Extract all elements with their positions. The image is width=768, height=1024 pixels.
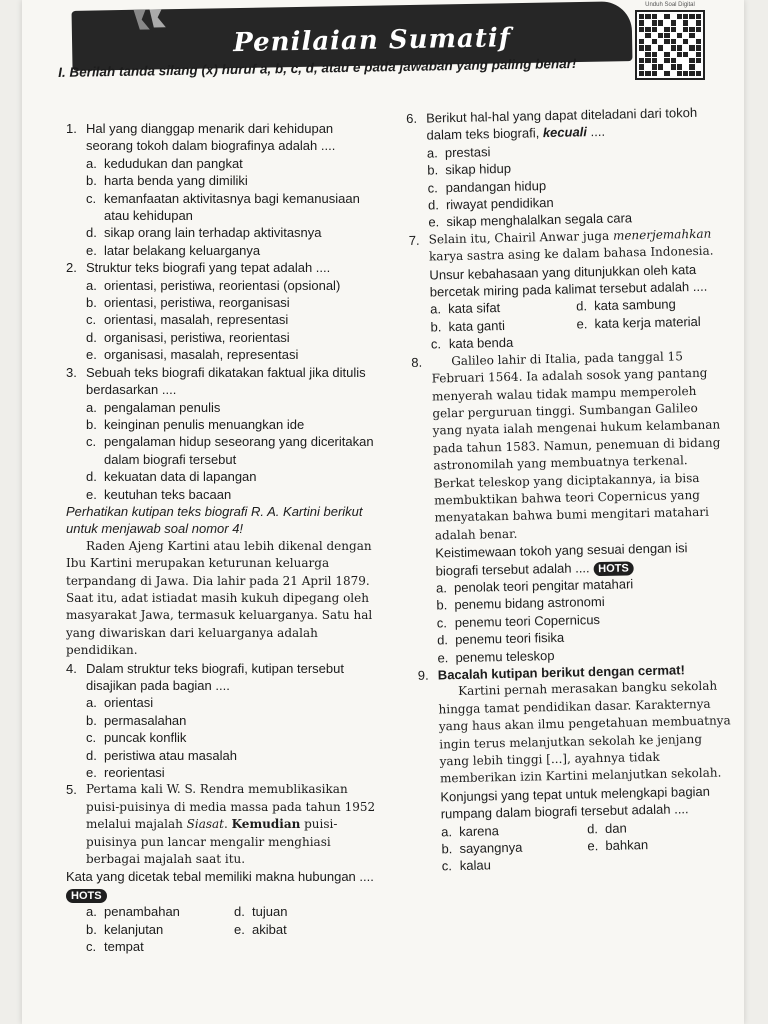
- question-1: [66, 120, 382, 155]
- option-letter: b.: [86, 416, 97, 432]
- passage-text: puisi-puisinya pun lancar mengalir menghiasi berbagai majalah saat itu.: [86, 817, 338, 867]
- option-text: penemu teori fisika: [454, 629, 565, 648]
- option-text: sikap orang lain terhadap aktivitasnya: [104, 225, 322, 241]
- option-text: bahkan: [605, 837, 649, 854]
- option-letter: b.: [427, 162, 439, 178]
- question-number: 9.: [417, 667, 429, 683]
- option-text: sikap hidup: [445, 161, 512, 178]
- option-letter: a.: [426, 145, 438, 161]
- option-text: orientasi, peristiwa, reorganisasi: [104, 295, 290, 311]
- q4-option-b[interactable]: [66, 712, 382, 729]
- option-text: dan: [604, 820, 627, 836]
- option-text: keutuhan teks bacaan: [104, 486, 232, 502]
- option-text: kedudukan dan pangkat: [104, 155, 243, 171]
- q1-option-a[interactable]: [66, 155, 382, 172]
- emphasis-word: kecuali: [542, 124, 588, 141]
- question-2: [66, 259, 382, 276]
- passage-intro: Perhatikan kutipan teks biografi R. A. Kartini berikut untuk menjawab soal nomor 4!: [66, 503, 363, 537]
- q5-option-e[interactable]: [234, 921, 382, 938]
- question-text: Bacalah kutipan berikut dengan cermat!: [437, 662, 686, 683]
- option-text: latar belakang keluarganya: [104, 242, 261, 258]
- option-text: prestasi: [444, 144, 491, 161]
- option-letter: e.: [234, 921, 245, 937]
- option-letter: b.: [436, 597, 448, 613]
- q2-option-d[interactable]: [66, 329, 382, 346]
- question-passage: [429, 225, 722, 266]
- option-text: orientasi, masalah, representasi: [104, 312, 289, 328]
- q3-option-b[interactable]: [66, 416, 382, 433]
- q5-option-b[interactable]: [86, 921, 234, 938]
- option-text: kalau: [459, 857, 492, 874]
- option-letter: d.: [86, 747, 97, 763]
- option-letter: d.: [86, 225, 97, 241]
- option-letter: e.: [576, 316, 588, 332]
- q3-option-d[interactable]: [66, 468, 382, 485]
- italic-word: menerjemahkan: [612, 226, 712, 243]
- option-text: kekuatan data di lapangan: [104, 469, 257, 485]
- option-letter: d.: [234, 904, 245, 920]
- q4-option-e[interactable]: [66, 764, 382, 781]
- magazine-name: Siasat: [186, 817, 224, 832]
- worksheet-page: [22, 0, 744, 1024]
- option-text: penambahan: [104, 904, 180, 920]
- q1-option-e[interactable]: [66, 242, 382, 259]
- option-text: organisasi, peristiwa, reorientasi: [104, 329, 290, 345]
- option-letter: d.: [586, 820, 599, 837]
- q3-option-e[interactable]: [66, 486, 382, 503]
- option-text: orientasi: [104, 695, 154, 711]
- question-number: 6.: [406, 110, 418, 126]
- hots-badge: HOTS: [593, 561, 634, 576]
- option-letter: b.: [86, 921, 97, 937]
- option-letter: a.: [86, 399, 97, 415]
- option-letter: c.: [86, 939, 97, 955]
- option-text: kata sifat: [448, 300, 501, 317]
- q5-options-row: [66, 903, 382, 920]
- q1-option-d[interactable]: [66, 224, 382, 241]
- option-text: permasalahan: [104, 712, 187, 728]
- option-letter: a.: [86, 155, 97, 171]
- option-letter: c.: [86, 190, 97, 206]
- bold-word: Kemudian: [231, 817, 301, 832]
- question-number: 1.: [66, 121, 77, 136]
- qr-code-icon: [635, 10, 705, 80]
- option-letter: e.: [428, 214, 440, 230]
- q2-option-b[interactable]: [66, 294, 382, 311]
- option-text: kata ganti: [448, 317, 506, 335]
- passage-text: Pertama kali W. S. Rendra memublikasikan puisi-puisinya di media massa pada tahun 1952 melalui majalah: [86, 782, 376, 832]
- option-text: tujuan: [252, 904, 288, 920]
- question-prompt: Kata yang dicetak tebal memiliki makna hubungan ....: [66, 869, 374, 885]
- option-text: organisasi, masalah, representasi: [104, 347, 299, 363]
- option-letter: c.: [86, 730, 97, 746]
- question-text-part: Berikut hal-hal yang dapat diteladani dari tokoh dalam teks biografi,: [426, 104, 698, 143]
- question-number: 3.: [66, 364, 77, 380]
- kartini-excerpt: Kartini pernah merasakan bangku sekolah hingga tamat pendidikan dasar. Karakternya yang haus akan ilmu pengetahuan membuatnya ingin terus melanjutkan sekolah ke jenjang yang lebih tinggi [...], ayahnya tidak memberikan izin Kartini melanjutkan sekolah.: [438, 679, 731, 786]
- option-letter: c.: [86, 312, 97, 328]
- option-text: kata benda: [448, 335, 514, 352]
- right-column: [406, 103, 734, 875]
- option-text: pengalaman hidup seseorang yang diceritakan dalam biografi tersebut: [104, 434, 374, 467]
- option-letter: a.: [435, 580, 448, 596]
- question-number: 2.: [66, 260, 77, 276]
- q1-option-b[interactable]: [66, 172, 382, 189]
- question-prompt: Keistimewaan tokoh yang sesuai dengan isi biografi tersebut adalah ....: [435, 540, 688, 579]
- q5-option-d[interactable]: [234, 903, 382, 920]
- option-text: sikap menghalalkan segala cara: [446, 210, 633, 230]
- q4-option-a[interactable]: [66, 694, 382, 711]
- option-letter: e.: [86, 347, 97, 363]
- option-letter: b.: [441, 841, 453, 857]
- question-number: 7.: [408, 232, 420, 248]
- q5-options-row: [66, 921, 382, 938]
- option-letter: d.: [86, 469, 97, 485]
- option-letter: d.: [575, 298, 588, 314]
- galileo-passage: Galileo lahir di Italia, pada tanggal 15 Februari 1564. Ia adalah sosok yang pantang menyerah walau tidak mampu memperoleh gelar perguruan tinggi. Sumbangan Galileo yang nyata ialah mengenai hukum kelambanan pada tahun 1583. Namun, penemuan di bidang astronomilah yang membuatnya terkenal. Berkat teleskop yang diciptakannya, ia bisa membuktikan bahwa teori Copernicus yang menyatakan bahwa bumi mengitari matahari adalah benar.: [431, 348, 721, 543]
- option-letter: a.: [86, 904, 97, 920]
- question-text: Struktur teks biografi yang tepat adalah ....: [86, 260, 331, 276]
- question-4: [66, 660, 382, 695]
- page-title: Penilaian Sumatif: [232, 23, 512, 59]
- option-letter: c.: [441, 858, 453, 874]
- question-text: [66, 868, 382, 903]
- q9-option-c[interactable]: [442, 855, 588, 875]
- option-letter: c.: [436, 615, 448, 631]
- ribbon-decoration-icon: [132, 9, 172, 30]
- option-letter: a.: [86, 695, 97, 711]
- q4-option-d[interactable]: [66, 747, 382, 764]
- option-text: peristiwa atau masalah: [104, 747, 237, 763]
- q2-option-c[interactable]: [66, 311, 382, 328]
- question-text-part: ....: [586, 124, 606, 140]
- option-text: karena: [458, 822, 500, 839]
- option-text: penemu teori Copernicus: [454, 611, 601, 630]
- option-letter: b.: [86, 173, 97, 189]
- option-letter: e.: [587, 838, 599, 854]
- option-letter: e.: [437, 649, 449, 666]
- q7-option-e[interactable]: [576, 312, 722, 332]
- option-text: penemu teleskop: [455, 647, 555, 665]
- option-text: akibat: [252, 921, 287, 937]
- option-letter: b.: [430, 319, 442, 335]
- option-text: reorientasi: [104, 765, 165, 781]
- option-text: kemanfaatan aktivitasnya bagi kemanusiaan atau kehidupan: [104, 190, 360, 224]
- option-text: keinginan penulis menuangkan ide: [104, 416, 305, 432]
- qr-caption: Unduh Soal Digital: [645, 2, 695, 8]
- question-text: Sebuah teks biografi dikatakan faktual jika ditulis berdasarkan ....: [86, 364, 366, 398]
- option-text: puncak konflik: [104, 730, 187, 746]
- option-letter: a.: [86, 277, 97, 293]
- q9-option-e[interactable]: [587, 834, 733, 854]
- question-text: Konjungsi yang tepat untuk melengkapi bagian rumpang dalam biografi tersebut adalah ....: [440, 783, 711, 822]
- hots-badge: HOTS: [66, 889, 107, 903]
- option-text: pengalaman penulis: [104, 399, 221, 415]
- q2-option-e[interactable]: [66, 346, 382, 363]
- left-column: [66, 120, 382, 956]
- option-text: riwayat pendidikan: [445, 194, 554, 213]
- option-letter: a.: [430, 301, 442, 318]
- option-letter: e.: [86, 242, 97, 258]
- question-5: [66, 781, 382, 868]
- option-text: kata sambung: [593, 296, 676, 314]
- option-text: kata kerja material: [594, 313, 701, 331]
- option-letter: c.: [86, 434, 97, 450]
- option-letter: d.: [427, 197, 439, 213]
- option-text: kelanjutan: [104, 921, 164, 937]
- option-text: tempat: [104, 939, 144, 955]
- q1-option-c[interactable]: [66, 190, 382, 225]
- question-number: 4.: [66, 660, 77, 676]
- option-text: orientasi, peristiwa, reorientasi (opsional): [104, 277, 341, 293]
- q3-option-c[interactable]: [66, 433, 382, 468]
- question-number: 5.: [66, 782, 77, 798]
- q2-option-a[interactable]: [66, 277, 382, 294]
- option-letter: e.: [86, 486, 97, 502]
- option-text: harta benda yang dimiliki: [104, 173, 248, 189]
- option-letter: b.: [86, 295, 97, 311]
- q4-option-c[interactable]: [66, 729, 382, 746]
- q5-options-row: [66, 938, 382, 955]
- option-text: penolak teori pengitar matahari: [453, 576, 634, 596]
- q5-option-a[interactable]: [86, 903, 234, 920]
- kartini-passage: Raden Ajeng Kartini atau lebih dikenal dengan Ibu Kartini merupakan keturunan keluarga terpandang di Jawa. Dia lahir pada 21 April 1879. Saat itu, adat istiadat masih kukuh dipegang oleh masyarakat Jawa, termasuk keluarganya. Satu hal yang diwariskan dari keluarganya adalah pendidikan.: [66, 538, 373, 658]
- question-8: [411, 347, 727, 545]
- q3-option-a[interactable]: [66, 399, 382, 416]
- question-passage: [86, 781, 382, 868]
- option-letter: c.: [427, 179, 438, 196]
- question-text: Hal yang dianggap menarik dari kehidupan seorang tokoh dalam biografinya adalah ....: [86, 121, 336, 154]
- question-text: Unsur kebahasaan yang ditunjukkan oleh kata bercetak miring pada kalimat tersebut adalah ....: [429, 261, 708, 300]
- option-letter: c.: [430, 336, 442, 352]
- option-letter: b.: [86, 712, 97, 728]
- question-number: 8.: [411, 354, 423, 370]
- passage-text: karya sastra asing ke dalam bahasa Indonesia.: [428, 243, 714, 264]
- option-text: sayangnya: [459, 839, 523, 857]
- option-letter: a.: [440, 823, 453, 840]
- question-text: Dalam struktur teks biografi, kutipan tersebut disajikan pada bagian ....: [86, 660, 344, 693]
- option-letter: e.: [86, 765, 97, 781]
- option-text: pandangan hidup: [445, 177, 547, 195]
- q5-option-c[interactable]: [86, 938, 234, 955]
- instruction: I. Berilah tanda silang (x) huruf a, b, c, d, atau e pada jawaban yang paling benar!: [58, 55, 577, 80]
- option-letter: d.: [436, 632, 449, 648]
- passage-text: .: [224, 817, 232, 832]
- option-letter: d.: [86, 329, 97, 345]
- passage-text: Selain itu, Chairil Anwar juga: [428, 228, 614, 247]
- option-text: penemu bidang astronomi: [454, 594, 605, 613]
- question-3: [66, 364, 382, 399]
- qr-code-block: [632, 2, 708, 86]
